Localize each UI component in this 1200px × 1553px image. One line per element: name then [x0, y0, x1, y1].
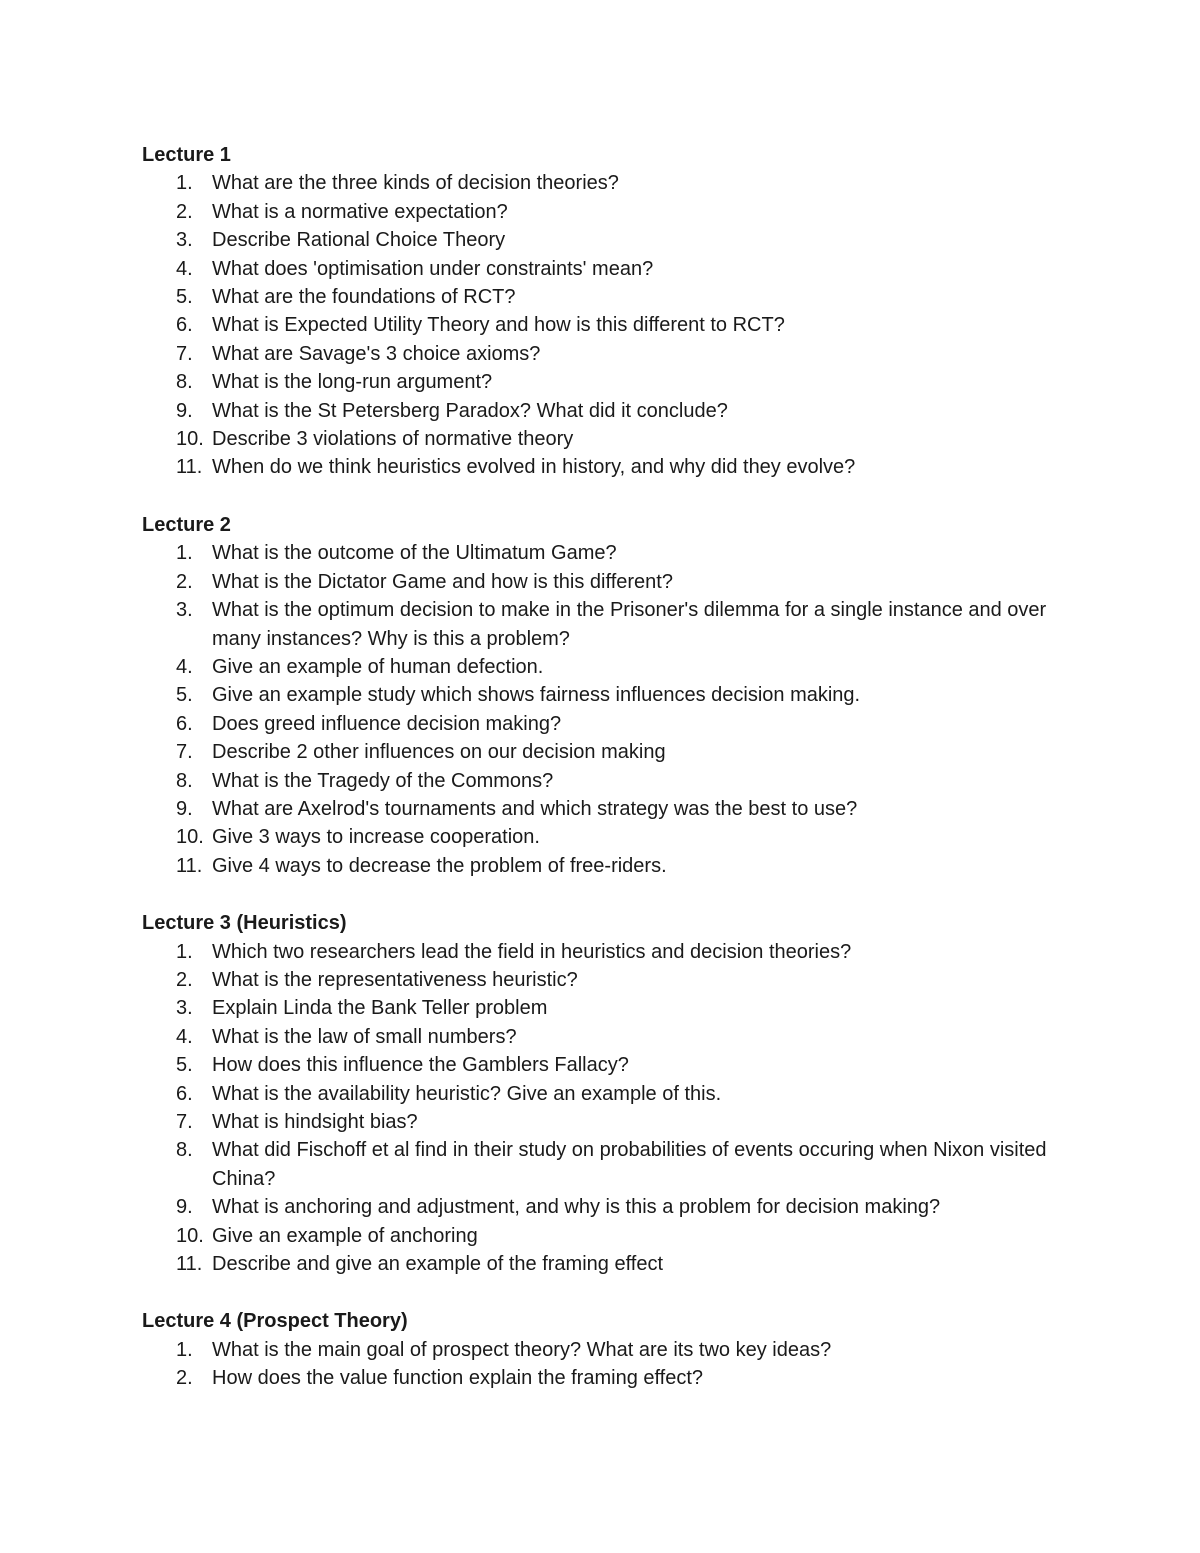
question-item: [142, 852, 1062, 880]
question-number: 7.: [176, 342, 193, 365]
question-item: [142, 1222, 1062, 1250]
question-number: 1.: [176, 940, 193, 963]
document-page: [142, 140, 1062, 1421]
question-text: What is anchoring and adjustment, and why is this a problem for decision making?: [212, 1196, 941, 1219]
question-text: What is the availability heuristic? Give an example of this.: [212, 1082, 722, 1105]
question-item: [142, 767, 1062, 795]
question-number: 11.: [176, 456, 203, 479]
question-item: [142, 596, 1062, 653]
question-text: What is the representativeness heuristic?: [212, 968, 578, 991]
question-list: [142, 169, 1062, 481]
question-item: [142, 710, 1062, 738]
question-item: [142, 255, 1062, 283]
question-number: 11.: [176, 1253, 203, 1276]
lecture-section: [142, 908, 1062, 1278]
question-item: [142, 169, 1062, 197]
question-item: [142, 1080, 1062, 1108]
question-text: What is the Dictator Game and how is this different?: [212, 570, 673, 593]
question-item: [142, 1364, 1062, 1392]
question-number: 8.: [176, 769, 193, 792]
question-item: [142, 653, 1062, 681]
question-number: 10.: [176, 1224, 204, 1247]
question-number: 11.: [176, 854, 203, 877]
question-text: Describe Rational Choice Theory: [212, 229, 506, 252]
question-text: What does 'optimisation under constraints' mean?: [212, 257, 654, 280]
question-text: How does this influence the Gamblers Fallacy?: [212, 1054, 629, 1077]
question-text: Give 4 ways to decrease the problem of free-riders.: [212, 854, 667, 877]
question-number: 7.: [176, 1111, 193, 1133]
question-item: [142, 311, 1062, 339]
question-item: [142, 1336, 1062, 1364]
question-list: [142, 539, 1062, 880]
question-number: 4.: [176, 1025, 193, 1048]
question-text: Give an example of human defection.: [212, 655, 544, 678]
question-number: 2.: [176, 200, 193, 223]
section-heading: Lecture 1: [142, 144, 231, 166]
question-number: 10.: [176, 428, 204, 451]
question-item: [142, 425, 1062, 453]
question-item: [142, 938, 1062, 966]
question-item: [142, 368, 1062, 396]
question-item: [142, 1051, 1062, 1079]
question-number: 9.: [176, 399, 193, 422]
question-number: 2.: [176, 1367, 193, 1390]
question-number: 7.: [176, 741, 193, 764]
question-item: [142, 966, 1062, 994]
question-text: What is the long-run argument?: [212, 371, 493, 394]
question-text: What is the outcome of the Ultimatum Game?: [212, 542, 617, 565]
question-text: What are the foundations of RCT?: [212, 286, 516, 309]
question-item: [142, 1193, 1062, 1221]
question-number: 5.: [176, 1054, 193, 1077]
question-number: 3.: [176, 997, 193, 1020]
lecture-section: [142, 510, 1062, 880]
section-heading: Lecture 2: [142, 513, 231, 536]
question-number: 2.: [176, 968, 193, 991]
question-text: Explain Linda the Bank Teller problem: [212, 997, 548, 1020]
question-text: What is the optimum decision to make in the Prisoner's dilemma for a single instance and over many instances? Why is this a problem?: [212, 599, 1047, 650]
question-text: What are Axelrod's tournaments and which strategy was the best to use?: [212, 797, 858, 820]
question-text: When do we think heuristics evolved in history, and why did they evolve?: [212, 456, 856, 479]
question-text: What did Fischoff et al find in their study on probabilities of events occuring when Nixon visited China?: [212, 1139, 1047, 1190]
question-text: What are the three kinds of decision theories?: [212, 172, 619, 195]
question-number: 9.: [176, 1196, 193, 1219]
question-item: [142, 340, 1062, 368]
question-number: 6.: [176, 712, 193, 735]
question-item: [142, 994, 1062, 1022]
question-text: What are Savage's 3 choice axioms?: [212, 342, 541, 365]
question-number: 2.: [176, 570, 193, 593]
question-item: [142, 568, 1062, 596]
question-number: 8.: [176, 1139, 193, 1162]
question-text: Describe 2 other influences on our decision making: [212, 741, 666, 764]
section-heading: Lecture 3 (Heuristics): [142, 912, 347, 935]
question-item: [142, 1023, 1062, 1051]
question-text: Which two researchers lead the field in heuristics and decision theories?: [212, 940, 852, 963]
question-number: 1.: [176, 172, 193, 195]
question-number: 1.: [176, 1338, 193, 1361]
question-text: What is the St Petersberg Paradox? What did it conclude?: [212, 399, 728, 422]
question-text: What is hindsight bias?: [212, 1111, 418, 1133]
question-number: 8.: [176, 371, 193, 394]
question-text: Give an example study which shows fairness influences decision making.: [212, 684, 861, 707]
question-text: How does the value function explain the framing effect?: [212, 1367, 704, 1390]
question-item: [142, 795, 1062, 823]
question-number: 10.: [176, 826, 204, 849]
section-heading: Lecture 4 (Prospect Theory): [142, 1310, 408, 1333]
question-number: 4.: [176, 257, 193, 280]
question-item: [142, 283, 1062, 311]
question-text: Describe and give an example of the framing effect: [212, 1253, 663, 1276]
question-text: Describe 3 violations of normative theory: [212, 428, 574, 451]
question-item: [142, 681, 1062, 709]
question-item: [142, 198, 1062, 226]
question-number: 5.: [176, 286, 193, 309]
question-text: What is the main goal of prospect theory? What are its two key ideas?: [212, 1338, 832, 1361]
question-text: Give an example of anchoring: [212, 1224, 478, 1247]
lecture-section: [142, 140, 1062, 482]
question-text: What is the Tragedy of the Commons?: [212, 769, 554, 792]
question-text: Give 3 ways to increase cooperation.: [212, 826, 540, 849]
question-number: 4.: [176, 655, 193, 678]
question-item: [142, 823, 1062, 851]
question-item: [142, 1108, 1062, 1136]
question-number: 5.: [176, 684, 193, 707]
question-item: [142, 226, 1062, 254]
question-text: What is Expected Utility Theory and how is this different to RCT?: [212, 314, 785, 337]
question-item: [142, 453, 1062, 481]
question-list: [142, 1336, 1062, 1393]
lecture-section: [142, 1306, 1062, 1392]
question-number: 6.: [176, 1082, 193, 1105]
question-number: 1.: [176, 542, 193, 565]
question-text: What is the law of small numbers?: [212, 1025, 517, 1048]
question-item: [142, 738, 1062, 766]
question-number: 9.: [176, 797, 193, 820]
question-text: Does greed influence decision making?: [212, 712, 562, 735]
question-item: [142, 539, 1062, 567]
question-text: What is a normative expectation?: [212, 200, 508, 223]
question-item: [142, 397, 1062, 425]
question-number: 3.: [176, 599, 193, 622]
question-item: [142, 1136, 1062, 1193]
question-number: 6.: [176, 314, 193, 337]
question-number: 3.: [176, 229, 193, 252]
question-list: [142, 938, 1062, 1279]
question-item: [142, 1250, 1062, 1278]
